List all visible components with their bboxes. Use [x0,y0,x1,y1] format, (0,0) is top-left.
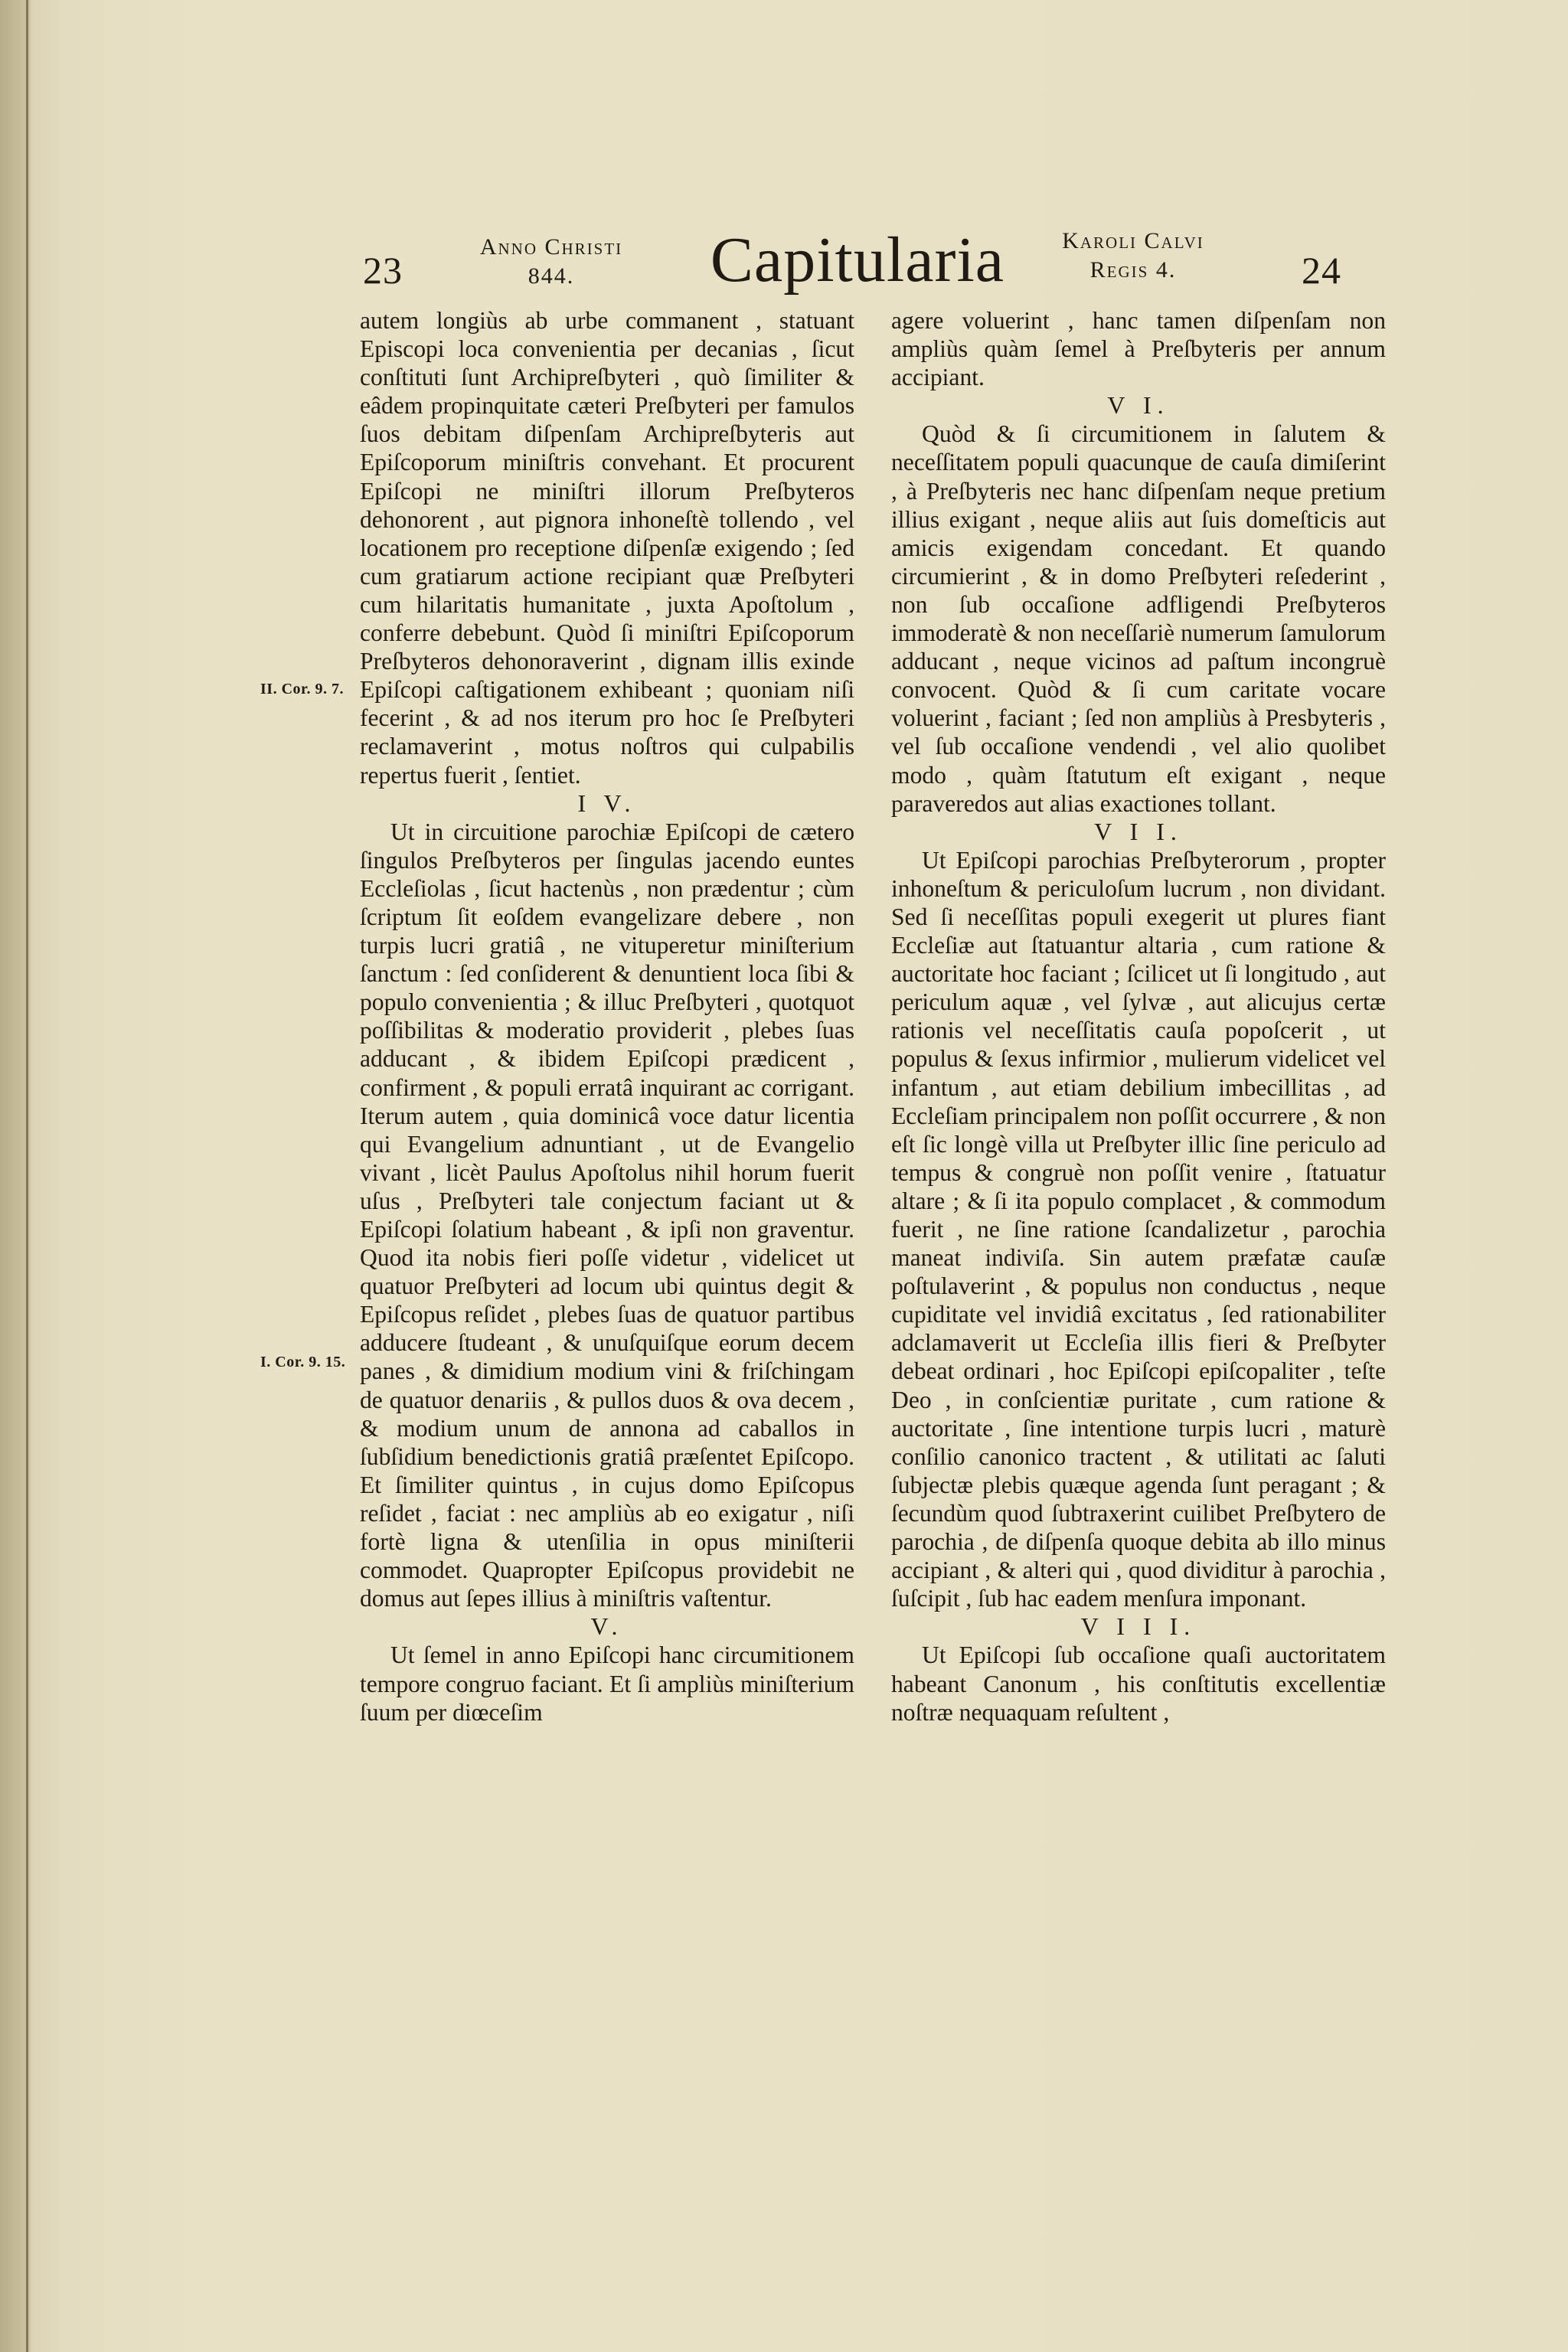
running-head-left-line1: Anno Christi [479,234,623,260]
running-head-right-line1: Karoli Calvi [1062,228,1204,253]
page-number-right: 24 [1302,249,1341,292]
paragraph: Ut ſemel in anno Epiſcopi hanc circumitionem tempore congruo faciant. Et ſi ampliùs miniſterium ſuum per diœceſim [360,1642,854,1726]
margin-note-1: II. Cor. 9. 7. [260,681,345,697]
paragraph: agere voluerint , hanc tamen diſpenſam non ampliùs quàm ſemel à Preſbyteris per annum accipiant. [891,307,1386,391]
paragraph: Ut Epiſcopi ſub occaſione quaſi auctoritatem habeant Canonum , his conſtitutis excellentiæ noſtræ nequaquam reſultent , [891,1642,1386,1726]
section-heading: V. [590,1612,624,1641]
page-number-left: 23 [363,249,403,292]
paragraph: Ut in circuitione parochiæ Epiſcopi de cætero ſingulos Preſbyteros per ſingulas jacendo euntes Eccleſiolas , ſicut hactenùs , non prædentur ; cùm ſcriptum ſit eoſdem evangelizare debere , non turpis lucri gratiâ , ne vituperetur miniſterium ſanctum : ſed conſiderent & denuntient loca ſibi & populo convenientia ; & illuc Preſbyteri , quotquot poſſibilitas & moderatio providerit , plebes ſuas adducant , & ibidem Epiſcopi prædicent , confirment , & populi erratâ inquirant ac corrigant. Iterum autem , quia dominicâ voce datur licentia qui Evangelium adnuntiant , ut de Evangelio vivant , licèt Paulus Apoſtolus nihil horum fuerit uſus , Preſbyteri tale conjectum faciant ut & Epiſcopi ſolatium habeant , & ipſi non graventur. Quod ita nobis fieri poſſe videtur , videlicet ut quatuor Preſbyteri ad locum ubi quintus degit & Epiſcopus reſidet , plebes ſuas de quatuor partibus adducere ſtudeant , & unuſquiſque eorum decem panes , & dimidium modium vini & friſchingam de quatuor denariis , & pullos duos & ova decem , & modium unum de annona ad caballos in ſubſidium benedictionis gratiâ præſentet Epiſcopo. Et ſimiliter quintus , in cujus domo Epiſcopus reſidet , faciat : nec ampliùs ab eo exigatur , niſi fortè ligna & utenſilia in opus miniſterii commodet. Quapropter Epiſcopus providebit ne domus aut ſepes illius à miniſtris vaſtentur. [360,818,854,1612]
page-title: Capitularia [710,224,1005,296]
paragraph: autem longiùs ab urbe commanent , statuant Episcopi loca convenientia per decanias , ſicut conſtituti ſunt Archipreſbyteri , quò ſimiliter & eâdem propinquitate cæteri Preſbyteri per famulos ſuos debitam diſpenſam Archipreſbyteris aut Epiſcoporum miniſtris convehant. Et procurent Epiſcopi ne miniſtri illorum Preſbyteros dehonorent , aut pignora inhoneſtè tollendo , vel locationem pro receptione diſpenſæ exigendo ; ſed cum gratiarum actione recipiant quæ Preſbyteri cum hilaritatis humanitate , juxta Apoſtolum , conferre debebunt. Quòd ſi miniſtri Epiſcoporum Preſbyteros dehonoraverint , dignam illis exinde Epiſcopi caſtigationem exhibeant ; quoniam niſi fecerint , & ad nos iterum pro hoc ſe Preſbyteri reclamaverint , motus noſtros qui culpabilis repertus fuerit , ſentiet. [360,307,854,789]
section-heading: V I I I. [1080,1612,1197,1641]
section-heading: V I I. [1094,817,1183,845]
page-header [0,0,1568,306]
section-heading: I V. [577,789,637,817]
binding-line [26,0,28,2352]
running-head-right-line2: Regis 4. [1089,257,1177,283]
running-head-right [1041,227,1225,285]
section-heading: V I. [1107,391,1170,420]
running-head-left [467,233,635,291]
right-column [891,306,1386,1726]
paragraph: Ut Epiſcopi parochias Preſbyterorum , propter inhoneſtum & periculoſum lucrum , non dividant. Sed ſi neceſſitas populi exegerit ut plures fiant Eccleſiæ aut ſtatuantur altaria , cum ratione & auctoritate hoc faciant ; ſcilicet ut ſi longitudo , aut periculum aquæ , vel ſylvæ , aut alicujus certæ rationis vel neceſſitatis cauſa popoſcerit , ut populus & ſexus infirmior , mulierum videlicet vel infantum , aut etiam debilium imbecillitas , ad Eccleſiam principalem non poſſit occurrere , & non eſt ſic longè villa ut Preſbyter illic ſine periculo ad tempus & congruè non poſſit venire , ſtatuatur altare ; & ſi ita populo complacet , & commodum fuerit , ne ſine ratione ſcandalizetur , parochia maneat indiviſa. Sin autem præfatæ cauſæ poſtulaverint , & populus non conductus , neque cupiditate vel invidiâ excitatus , ſed rationabiliter adclamaverit ut Eccleſia illis fieri & Preſbyter debeat ordinari , hoc Epiſcopi epiſcopaliter , teſte Deo , in conſcientiæ puritate , cum ratione & auctoritate , ſine intentione turpis lucri , maturè conſilio canonico tractent , & utilitati ac ſaluti ſubjectæ plebis quæque agenda ſunt peragant ; & ſecundùm quod ſubtraxerint cuilibet Preſbytero de parochia , de diſpenſa quoque debita ab illo minus accipiant , & alteri qui , quod dividitur à parochia , ſuſcipit , ſub hac eadem menſura imponant. [891,846,1386,1612]
margin-note-2: I. Cor. 9. 15. [260,1354,346,1370]
running-head-left-line2: 844. [528,263,575,289]
left-column [360,306,854,1726]
paragraph: Quòd & ſi circumitionem in ſalutem & neceſſitatem populi quacunque de cauſa dimiſerint , à Preſbyteris nec hanc diſpenſam neque pretium illius exigant , neque aliis aut ſuis domeſticis aut amicis exigendam concedant. Et quando circumierint , & in domo Preſbyteri reſederint , non ſub occaſione adfligendi Preſbyteros immoderatè & non neceſſariè numerum ſamulorum adducant , neque vicinos ad paſtum incongruè convocent. Quòd & ſi cum caritate vocare voluerint , faciant ; ſed non ampliùs à Presbyteris , vel ſub occaſione vendendi , vel alio quolibet modo , quàm ſtatutum eſt exigant , neque paraveredos aut alias exactiones tollant. [891,420,1386,817]
